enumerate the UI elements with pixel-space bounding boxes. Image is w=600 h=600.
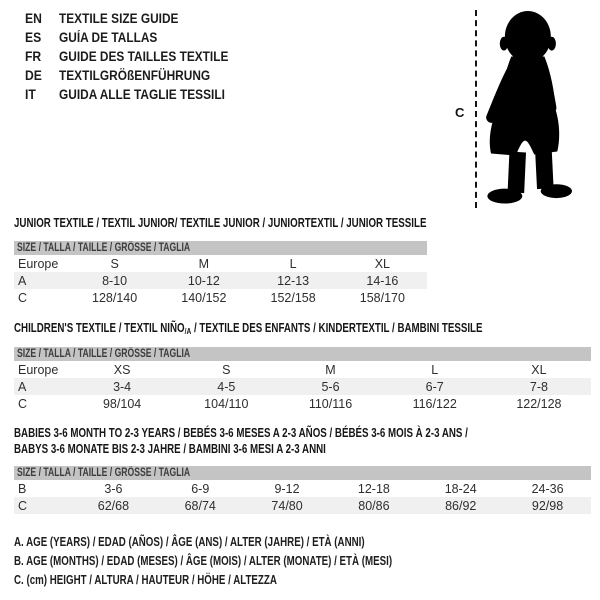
row-label: A <box>18 379 27 394</box>
junior-table-title: JUNIOR TEXTILE / TEXTIL JUNIOR/ TEXTILE JUNIOR / JUNIORTEXTIL / JUNIOR TESSILE <box>14 216 427 230</box>
table-cell: 68/74 <box>184 498 216 513</box>
table-cell: XL <box>531 362 547 377</box>
table-cell: 62/68 <box>97 498 130 513</box>
table-cell: 98/104 <box>102 396 142 411</box>
language-code: IT <box>25 87 36 102</box>
table-cell: 74/80 <box>271 498 303 513</box>
table-cell: 116/122 <box>412 396 457 411</box>
legend-line-b: B. AGE (MONTHS) / EDAD (MESES) / ÂGE (MOIS) / ALTER (MONATE) / ETÀ (MESI) <box>14 554 393 568</box>
table-cell: 6-7 <box>425 379 444 394</box>
legend-line-c: C. (cm) HEIGHT / ALTURA / HAUTEUR / HÖHE / ALTEZZA <box>14 573 277 587</box>
table-cell: 122/128 <box>516 396 562 411</box>
babies-size-table <box>14 466 591 514</box>
table-cell: XS <box>113 362 131 377</box>
children-size-table <box>14 347 591 412</box>
language-label: TEXTILGRÖßENFÜHRUNG <box>59 68 211 83</box>
language-label: TEXTILE SIZE GUIDE <box>59 11 179 26</box>
table-row <box>14 497 591 514</box>
table-cell: 24-36 <box>531 481 564 496</box>
language-list <box>25 9 252 104</box>
table-cell: 7-8 <box>529 379 548 394</box>
table-cell: 86/92 <box>445 498 477 513</box>
table-cell: 3-4 <box>113 379 132 394</box>
table-cell: 140/152 <box>181 290 227 305</box>
table-cell: 14-16 <box>366 273 399 288</box>
legend-line-a: A. AGE (YEARS) / EDAD (AÑOS) / ÂGE (ANS) / ALTER (JAHRE) / ETÀ (ANNI) <box>14 535 365 549</box>
table-cell: 80/86 <box>358 498 390 513</box>
table-cell: 12-13 <box>277 273 310 288</box>
table-cell: 158/170 <box>359 290 405 305</box>
table-cell: 9-12 <box>274 481 300 496</box>
table-cell: S <box>110 256 119 271</box>
table-cell: L <box>431 362 439 377</box>
children-table-title: CHILDREN'S TEXTILE / TEXTIL $NIÑO_{/A}$ / TEXTILE DES ENFANTS / KINDERTEXTIL / BAMBINI TESSILE <box>14 321 483 336</box>
junior-size-table <box>14 241 427 306</box>
row-label: Europe <box>18 362 59 377</box>
table-cell: 152/158 <box>270 290 316 305</box>
size-header-bar <box>14 241 427 255</box>
language-code: FR <box>25 49 42 64</box>
babies-title-line2: BABYS 3-6 MONATE BIS 2-3 JAHRE / BAMBINI 3-6 MESI A 2-3 ANNI <box>14 442 326 456</box>
table-cell: 104/110 <box>204 396 249 411</box>
language-code: DE <box>25 68 42 83</box>
row-label: Europe <box>18 256 59 271</box>
babies-title-line1: BABIES 3-6 MONTH TO 2-3 YEARS / BEBÉS 3-6 MESES A 2-3 AÑOS / BÉBÉS 3-6 MOIS À 2-3 ANS / <box>14 426 468 440</box>
language-label: GUIDA ALLE TAGLIE TESSILI <box>59 87 225 102</box>
size-header-text: SIZE / TALLA / TAILLE / GRÖSSE / TAGLIA <box>17 348 191 360</box>
table-cell: 110/116 <box>308 396 353 411</box>
table-cell: 12-18 <box>357 481 390 496</box>
language-code: EN <box>25 11 42 26</box>
language-row-fr <box>25 47 252 66</box>
size-header-bar <box>14 347 591 361</box>
table-cell: 8-10 <box>102 273 128 288</box>
table-cell: 128/140 <box>92 290 138 305</box>
table-cell: 10-12 <box>187 273 220 288</box>
language-row-de <box>25 66 252 85</box>
language-row-it <box>25 85 252 104</box>
table-row <box>14 395 591 412</box>
table-cell: 92/98 <box>531 498 564 513</box>
table-cell: 18-24 <box>444 481 477 496</box>
row-label: C <box>18 290 28 305</box>
language-row-en <box>25 9 252 28</box>
table-cell: M <box>325 362 336 377</box>
table-row <box>14 378 591 395</box>
table-cell: M <box>198 256 210 271</box>
legend <box>14 533 499 590</box>
row-label: C <box>18 498 28 513</box>
table-cell: L <box>289 256 297 271</box>
table-row <box>14 361 591 378</box>
size-header-bar <box>14 466 591 480</box>
language-row-es <box>25 28 252 47</box>
size-header-text: SIZE / TALLA / TAILLE / GRÖSSE / TAGLIA <box>17 467 191 479</box>
language-code: ES <box>25 30 42 45</box>
height-measure-label: C <box>455 105 465 120</box>
table-row <box>14 289 427 306</box>
babies-table-title <box>14 425 468 457</box>
language-label: GUIDE DES TAILLES TEXTILE <box>59 49 229 64</box>
row-label: C <box>18 396 28 411</box>
table-row <box>14 480 591 497</box>
table-cell: XL <box>374 256 391 271</box>
table-cell: 6-9 <box>191 481 210 496</box>
language-label: GUÍA DE TALLAS <box>59 30 158 45</box>
table-row <box>14 272 427 289</box>
table-cell: S <box>222 362 231 377</box>
table-cell: 3-6 <box>104 481 123 496</box>
table-row <box>14 255 427 272</box>
row-label: A <box>18 273 27 288</box>
height-measure-dashed-line <box>475 10 477 208</box>
table-cell: 4-5 <box>217 379 236 394</box>
toddler-silhouette-icon <box>480 9 572 207</box>
size-header-text: SIZE / TALLA / TAILLE / GRÖSSE / TAGLIA <box>17 242 191 254</box>
row-label: B <box>18 481 27 496</box>
table-cell: 5-6 <box>321 379 340 394</box>
